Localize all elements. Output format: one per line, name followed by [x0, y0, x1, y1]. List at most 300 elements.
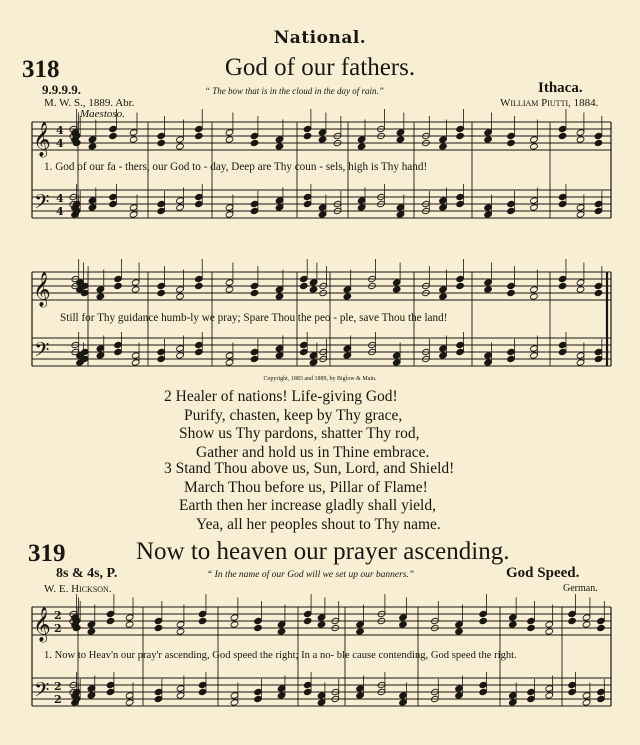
note: [545, 685, 554, 692]
note: [392, 286, 401, 293]
note: [399, 614, 408, 621]
note: [129, 211, 138, 218]
note: [377, 610, 386, 617]
note: [71, 211, 80, 218]
note: [319, 355, 328, 362]
note: [76, 286, 85, 293]
note: [576, 204, 585, 211]
note: [129, 136, 138, 143]
note: [176, 293, 185, 300]
note: [530, 143, 539, 150]
note: [157, 348, 166, 355]
note: [250, 139, 259, 146]
note: [422, 355, 431, 362]
note: [71, 275, 80, 282]
note: [530, 286, 539, 293]
note: [343, 293, 352, 300]
note: [508, 699, 517, 706]
verse-2-line-4: Gather and hold us in Thine embrace.: [196, 443, 430, 461]
note: [331, 695, 340, 702]
note: [250, 132, 259, 139]
note: [69, 193, 78, 200]
note: [303, 610, 312, 617]
note: [106, 681, 115, 688]
note: [80, 355, 89, 362]
note: [72, 695, 81, 702]
note: [69, 617, 78, 624]
note: [80, 289, 89, 296]
note: [303, 132, 312, 139]
note: [594, 139, 603, 146]
note: [225, 136, 234, 143]
note: [125, 614, 134, 621]
note: [254, 688, 263, 695]
note: [422, 139, 431, 146]
note: [157, 207, 166, 214]
note: [582, 621, 591, 628]
note: [225, 279, 234, 286]
note: [303, 681, 312, 688]
note: [157, 139, 166, 146]
note: [377, 125, 386, 132]
note: [594, 355, 603, 362]
note: [594, 289, 603, 296]
note: [558, 200, 567, 207]
note: [230, 614, 239, 621]
note: [80, 348, 89, 355]
note: [545, 621, 554, 628]
note: [87, 628, 96, 635]
note: [71, 341, 80, 348]
hymn-318-number: 318: [22, 56, 60, 83]
note: [356, 685, 365, 692]
note: [176, 621, 185, 628]
note: [597, 624, 606, 631]
note: [507, 282, 516, 289]
note: [71, 699, 80, 706]
note: [568, 688, 577, 695]
hymn-318-epigraph: “ The bow that is in the cloud in the day of rain.”: [205, 86, 384, 96]
note: [357, 197, 366, 204]
verse-3-line-3: Earth then her increase gladly shall yield,: [179, 497, 436, 514]
note: [439, 143, 448, 150]
note: [275, 293, 284, 300]
note: [69, 132, 78, 139]
note: [106, 617, 115, 624]
note: [479, 617, 488, 624]
note: [582, 699, 591, 706]
note: [154, 617, 163, 624]
note: [484, 129, 493, 136]
note: [176, 204, 185, 211]
note: [71, 129, 80, 136]
note: [225, 359, 234, 366]
note: [399, 621, 408, 628]
treble-staff: [32, 607, 611, 635]
note: [392, 352, 401, 359]
note: [507, 139, 516, 146]
note: [318, 136, 327, 143]
note: [129, 129, 138, 136]
note: [396, 204, 405, 211]
note: [377, 193, 386, 200]
note: [195, 282, 204, 289]
note: [558, 341, 567, 348]
note: [114, 282, 123, 289]
note: [254, 624, 263, 631]
note: [530, 204, 539, 211]
note: [545, 628, 554, 635]
note: [331, 617, 340, 624]
hymn-319-lyric-line-1: 1. Now to Heav'n our pray'r ascending, God speed the right; In a no- ble cause contending, God speed the right.: [44, 650, 517, 661]
note: [72, 207, 81, 214]
note: [114, 341, 123, 348]
bass-staff: [32, 338, 611, 366]
hymn-318-author: M. W. S., 1889. Abr.: [44, 97, 135, 109]
note: [176, 692, 185, 699]
note: [431, 624, 440, 631]
note: [333, 132, 342, 139]
note: [154, 695, 163, 702]
note: [317, 692, 326, 699]
note: [277, 685, 286, 692]
note: [527, 695, 536, 702]
note: [422, 132, 431, 139]
note: [303, 125, 312, 132]
note: [275, 197, 284, 204]
note: [254, 617, 263, 624]
verse-3-line-1: 3 Stand Thou above us, Sun, Lord, and Shield!: [164, 460, 455, 477]
svg-text:2: 2: [54, 622, 62, 635]
note: [594, 207, 603, 214]
note: [331, 624, 340, 631]
note: [176, 628, 185, 635]
note: [309, 279, 318, 286]
note: [131, 286, 140, 293]
note: [80, 282, 89, 289]
section-title: National.: [273, 28, 367, 48]
hymn-319-meter: 8s & 4s, P.: [56, 566, 118, 581]
note: [368, 275, 377, 282]
note: [396, 211, 405, 218]
note: [439, 293, 448, 300]
note: [250, 200, 259, 207]
note: [225, 211, 234, 218]
note: [96, 345, 105, 352]
note: [69, 610, 78, 617]
note: [484, 279, 493, 286]
note: [368, 341, 377, 348]
note: [319, 282, 328, 289]
note: [300, 348, 309, 355]
note: [455, 685, 464, 692]
note: [422, 200, 431, 207]
note: [558, 132, 567, 139]
note: [131, 352, 140, 359]
note: [484, 204, 493, 211]
note: [439, 136, 448, 143]
note: [87, 692, 96, 699]
note: [558, 275, 567, 282]
note: [530, 293, 539, 300]
note: [71, 621, 80, 628]
note: [230, 699, 239, 706]
note: [319, 348, 328, 355]
note: [368, 348, 377, 355]
hymn-319-tune: God Speed.: [506, 565, 580, 581]
treble-staff: [32, 272, 611, 300]
note: [484, 211, 493, 218]
note: [300, 282, 309, 289]
note: [109, 125, 118, 132]
note: [96, 286, 105, 293]
note: [195, 348, 204, 355]
note: [377, 688, 386, 695]
note: [250, 289, 259, 296]
note: [318, 204, 327, 211]
note: [71, 692, 80, 699]
note: [431, 617, 440, 624]
hymn-318-tempo: Maestoso.: [80, 108, 125, 120]
note: [594, 282, 603, 289]
note: [399, 692, 408, 699]
note: [154, 688, 163, 695]
note: [507, 132, 516, 139]
note: [568, 610, 577, 617]
note: [356, 621, 365, 628]
note: [275, 286, 284, 293]
bass-staff: [32, 678, 611, 706]
note: [198, 610, 207, 617]
note: [422, 289, 431, 296]
note: [527, 624, 536, 631]
verse-2-line-2: Purify, chasten, keep by Thy grace,: [184, 406, 403, 424]
note: [597, 617, 606, 624]
note: [230, 692, 239, 699]
note: [106, 688, 115, 695]
note: [377, 681, 386, 688]
note: [176, 143, 185, 150]
verse-2-line-1: 2 Healer of nations! Life-giving God!: [164, 388, 398, 405]
note: [456, 132, 465, 139]
svg-text:2: 2: [54, 609, 62, 622]
note: [303, 688, 312, 695]
note: [69, 200, 78, 207]
note: [225, 352, 234, 359]
note: [331, 688, 340, 695]
note: [368, 282, 377, 289]
hymn-318-tune: Ithaca.: [538, 80, 583, 96]
svg-text:𝄢: 𝄢: [34, 190, 50, 218]
verse-2-line-3: Show us Thy pardons, shatter Thy rod,: [179, 425, 420, 442]
hymn-318-composer: William Piutti, 1884.: [500, 97, 599, 109]
note: [88, 197, 97, 204]
note: [576, 352, 585, 359]
note: [530, 345, 539, 352]
note: [176, 345, 185, 352]
note: [195, 275, 204, 282]
note: [377, 132, 386, 139]
note: [431, 688, 440, 695]
note: [576, 129, 585, 136]
note: [582, 692, 591, 699]
svg-text:4: 4: [56, 137, 64, 150]
note: [456, 348, 465, 355]
note: [333, 200, 342, 207]
hymn-319-title: Now to heaven our prayer ascending.: [136, 538, 510, 565]
note: [558, 348, 567, 355]
note: [317, 699, 326, 706]
note: [303, 193, 312, 200]
note: [250, 348, 259, 355]
note: [88, 136, 97, 143]
svg-text:4: 4: [56, 205, 64, 218]
note: [576, 359, 585, 366]
note: [157, 282, 166, 289]
note: [71, 282, 80, 289]
note: [76, 279, 85, 286]
note: [456, 275, 465, 282]
hymn-319-number: 319: [28, 540, 66, 567]
note: [114, 348, 123, 355]
note: [195, 132, 204, 139]
note: [479, 610, 488, 617]
note: [300, 275, 309, 282]
verse-3-line-2: March Thou before us, Pillar of Flame!: [184, 478, 428, 496]
note: [508, 614, 517, 621]
note: [377, 617, 386, 624]
bass-staff: [32, 190, 611, 218]
note: [357, 143, 366, 150]
note: [69, 681, 78, 688]
note: [530, 352, 539, 359]
note: [87, 685, 96, 692]
note: [343, 345, 352, 352]
note: [422, 282, 431, 289]
svg-text:𝄢: 𝄢: [34, 678, 50, 706]
note: [479, 688, 488, 695]
note: [456, 193, 465, 200]
note: [176, 286, 185, 293]
note: [275, 136, 284, 143]
note: [508, 621, 517, 628]
note: [69, 688, 78, 695]
note: [195, 200, 204, 207]
note: [343, 352, 352, 359]
note: [597, 695, 606, 702]
note: [507, 200, 516, 207]
note: [576, 286, 585, 293]
note: [96, 293, 105, 300]
note: [439, 197, 448, 204]
note: [125, 699, 134, 706]
note: [225, 204, 234, 211]
note: [225, 286, 234, 293]
note: [317, 621, 326, 628]
note: [176, 685, 185, 692]
note: [88, 204, 97, 211]
note: [131, 279, 140, 286]
note: [484, 286, 493, 293]
note: [356, 692, 365, 699]
note: [507, 348, 516, 355]
note: [319, 289, 328, 296]
note: [530, 197, 539, 204]
note: [250, 355, 259, 362]
note: [343, 286, 352, 293]
note: [439, 345, 448, 352]
note: [114, 275, 123, 282]
hymn-318-meter: 9.9.9.9.: [42, 82, 81, 97]
note: [317, 614, 326, 621]
note: [71, 614, 80, 621]
note: [275, 345, 284, 352]
note: [300, 341, 309, 348]
note: [333, 207, 342, 214]
note: [507, 207, 516, 214]
note: [527, 688, 536, 695]
note: [422, 348, 431, 355]
note: [303, 617, 312, 624]
svg-text:𝄞: 𝄞: [33, 122, 51, 157]
note: [558, 193, 567, 200]
note: [275, 352, 284, 359]
note: [230, 621, 239, 628]
note: [357, 204, 366, 211]
note: [456, 282, 465, 289]
hymn-318-verse-3: [164, 460, 454, 534]
note: [392, 279, 401, 286]
note: [545, 692, 554, 699]
note: [479, 681, 488, 688]
note: [558, 125, 567, 132]
note: [439, 286, 448, 293]
note: [106, 610, 115, 617]
note: [176, 197, 185, 204]
hymn-318-lyric-line-1: 1. God of our fa - thers, our God to - day, Deep are Thy coun - sels, high is Thy hand!: [44, 161, 428, 173]
note: [277, 628, 286, 635]
note: [195, 125, 204, 132]
note: [71, 136, 80, 143]
note: [309, 286, 318, 293]
hymn-318-title: God of our fathers.: [224, 54, 416, 81]
note: [576, 211, 585, 218]
note: [72, 688, 81, 695]
hymn-318-lyric-line-2: Still for Thy guidance humb-ly we pray; Spare Thou the peo - ple, save Thou the land!: [60, 312, 448, 324]
note: [392, 359, 401, 366]
note: [527, 617, 536, 624]
note: [125, 692, 134, 699]
svg-text:2: 2: [54, 693, 62, 706]
note: [225, 129, 234, 136]
note: [582, 614, 591, 621]
note: [356, 628, 365, 635]
note: [594, 200, 603, 207]
note: [198, 688, 207, 695]
note: [109, 193, 118, 200]
note: [254, 695, 263, 702]
note: [72, 617, 81, 624]
note: [72, 139, 81, 146]
note: [558, 282, 567, 289]
note: [195, 193, 204, 200]
note: [377, 200, 386, 207]
hymn-319-epigraph: “ In the name of our God will we set up our banners.”: [207, 570, 415, 580]
note: [431, 695, 440, 702]
note: [157, 200, 166, 207]
note: [157, 132, 166, 139]
note: [195, 341, 204, 348]
